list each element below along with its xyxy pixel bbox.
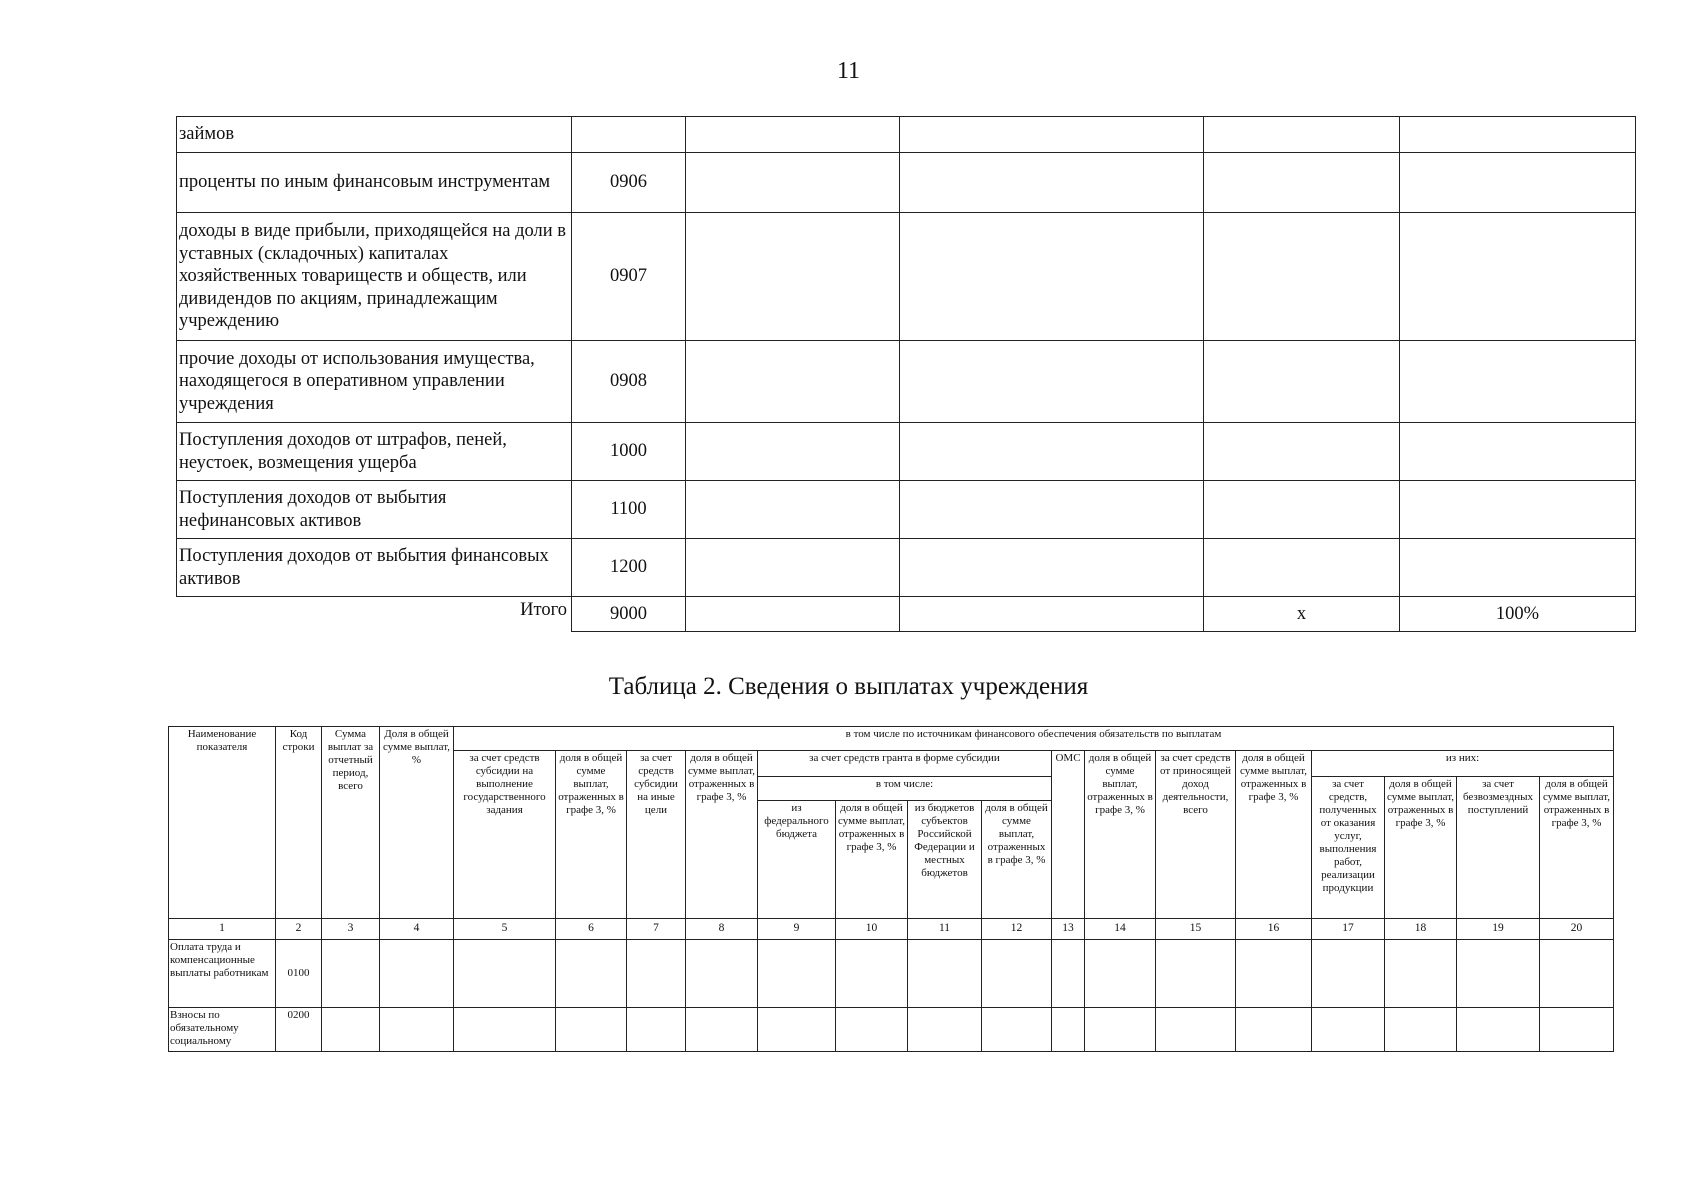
row-code: 1100	[572, 481, 686, 539]
col-number: 2	[276, 919, 322, 940]
page-number: 11	[836, 58, 861, 84]
header-col9: из федерального бюджета	[758, 801, 836, 919]
table2-title: Таблица 2. Сведения о выплатах учреждения	[608, 673, 1089, 700]
header-grant: за счет средств гранта в форме субсидии	[758, 751, 1052, 777]
column-numbers-row	[169, 919, 1614, 940]
col-number: 20	[1540, 919, 1614, 940]
col-number: 1	[169, 919, 276, 940]
table-row	[169, 940, 1614, 1008]
total-col6: 100%	[1400, 597, 1636, 632]
row-code: 0200	[276, 1008, 322, 1052]
header-col6: доля в общей сумме выплат, отраженных в графе 3, %	[556, 751, 627, 919]
table-row	[177, 153, 1636, 213]
header-col20: доля в общей сумме выплат, отраженных в графе 3, %	[1540, 777, 1614, 919]
header-col8: доля в общей сумме выплат, отраженных в графе 3, %	[686, 751, 758, 919]
table-row	[177, 117, 1636, 153]
table-row	[177, 423, 1636, 481]
col-number: 6	[556, 919, 627, 940]
header-sum: Сумма выплат за отчетный период, всего	[322, 727, 380, 919]
header-code: Код строки	[276, 727, 322, 919]
table-row	[177, 539, 1636, 597]
col-number: 7	[627, 919, 686, 940]
col-number: 19	[1457, 919, 1540, 940]
col-number: 10	[836, 919, 908, 940]
row-name: Поступления доходов от штрафов, пеней, неустоек, возмещения ущерба	[177, 423, 572, 481]
col-number: 4	[380, 919, 454, 940]
header-col17: за счет средств, полученных от оказания услуг, выполнения работ, реализации продукции	[1312, 777, 1385, 919]
header-col18: доля в общей сумме выплат, отраженных в графе 3, %	[1385, 777, 1457, 919]
row-code: 1000	[572, 423, 686, 481]
col-number: 9	[758, 919, 836, 940]
payments-table	[168, 726, 1614, 1052]
row-name: Поступления доходов от выбытия нефинансовых активов	[177, 481, 572, 539]
total-row	[177, 597, 1636, 632]
total-col5: х	[1204, 597, 1400, 632]
header-of-them: из них:	[1312, 751, 1614, 777]
col-number: 11	[908, 919, 982, 940]
header-col19: за счет безвозмездных поступлений	[1457, 777, 1540, 919]
row-code: 0907	[572, 213, 686, 341]
col-number: 13	[1052, 919, 1085, 940]
row-name: доходы в виде прибыли, приходящейся на доли в уставных (складочных) капиталах хозяйственных товариществ и обществ, или дивидендов по акциям, принадлежащим учреждению	[177, 213, 572, 341]
row-name: Оплата труда и компенсационные выплаты работникам	[169, 940, 276, 1008]
header-col11: из бюджетов субъектов Российской Федерации и местных бюджетов	[908, 801, 982, 919]
row-name: займов	[177, 117, 572, 153]
col-number: 8	[686, 919, 758, 940]
income-table	[176, 116, 1636, 632]
header-col16: доля в общей сумме выплат, отраженных в графе 3, %	[1236, 751, 1312, 919]
table-row	[169, 1008, 1614, 1052]
row-code	[572, 117, 686, 153]
header-name: Наименование показателя	[169, 727, 276, 919]
total-code: 9000	[572, 597, 686, 632]
col-number: 16	[1236, 919, 1312, 940]
col-number: 18	[1385, 919, 1457, 940]
table-row	[177, 481, 1636, 539]
col-number: 12	[982, 919, 1052, 940]
header-col12: доля в общей сумме выплат, отраженных в графе 3, %	[982, 801, 1052, 919]
header-col10: доля в общей сумме выплат, отраженных в графе 3, %	[836, 801, 908, 919]
table-row	[177, 341, 1636, 423]
header-sources: в том числе по источникам финансового обеспечения обязательств по выплатам	[454, 727, 1614, 751]
col-number: 15	[1156, 919, 1236, 940]
row-name: Взносы по обязательному социальному	[169, 1008, 276, 1052]
row-code: 0908	[572, 341, 686, 423]
row-code: 0100	[276, 940, 322, 1008]
header-col13: ОМС	[1052, 751, 1085, 919]
header-col15: за счет средств от приносящей доход деятельности, всего	[1156, 751, 1236, 919]
header-col14: доля в общей сумме выплат, отраженных в графе 3, %	[1085, 751, 1156, 919]
header-col7: за счет средств субсидии на иные цели	[627, 751, 686, 919]
row-name: проценты по иным финансовым инструментам	[177, 153, 572, 213]
col-number: 14	[1085, 919, 1156, 940]
total-label: Итого	[177, 597, 572, 632]
row-name: Поступления доходов от выбытия финансовых активов	[177, 539, 572, 597]
col-number: 17	[1312, 919, 1385, 940]
header-share: Доля в общей сумме выплат, %	[380, 727, 454, 919]
row-code: 0906	[572, 153, 686, 213]
row-name: прочие доходы от использования имущества, находящегося в оперативном управлении учреждения	[177, 341, 572, 423]
header-including: в том числе:	[758, 777, 1052, 801]
table-row	[177, 213, 1636, 341]
col-number: 5	[454, 919, 556, 940]
header-col5: за счет средств субсидии на выполнение государственного задания	[454, 751, 556, 919]
col-number: 3	[322, 919, 380, 940]
row-code: 1200	[572, 539, 686, 597]
